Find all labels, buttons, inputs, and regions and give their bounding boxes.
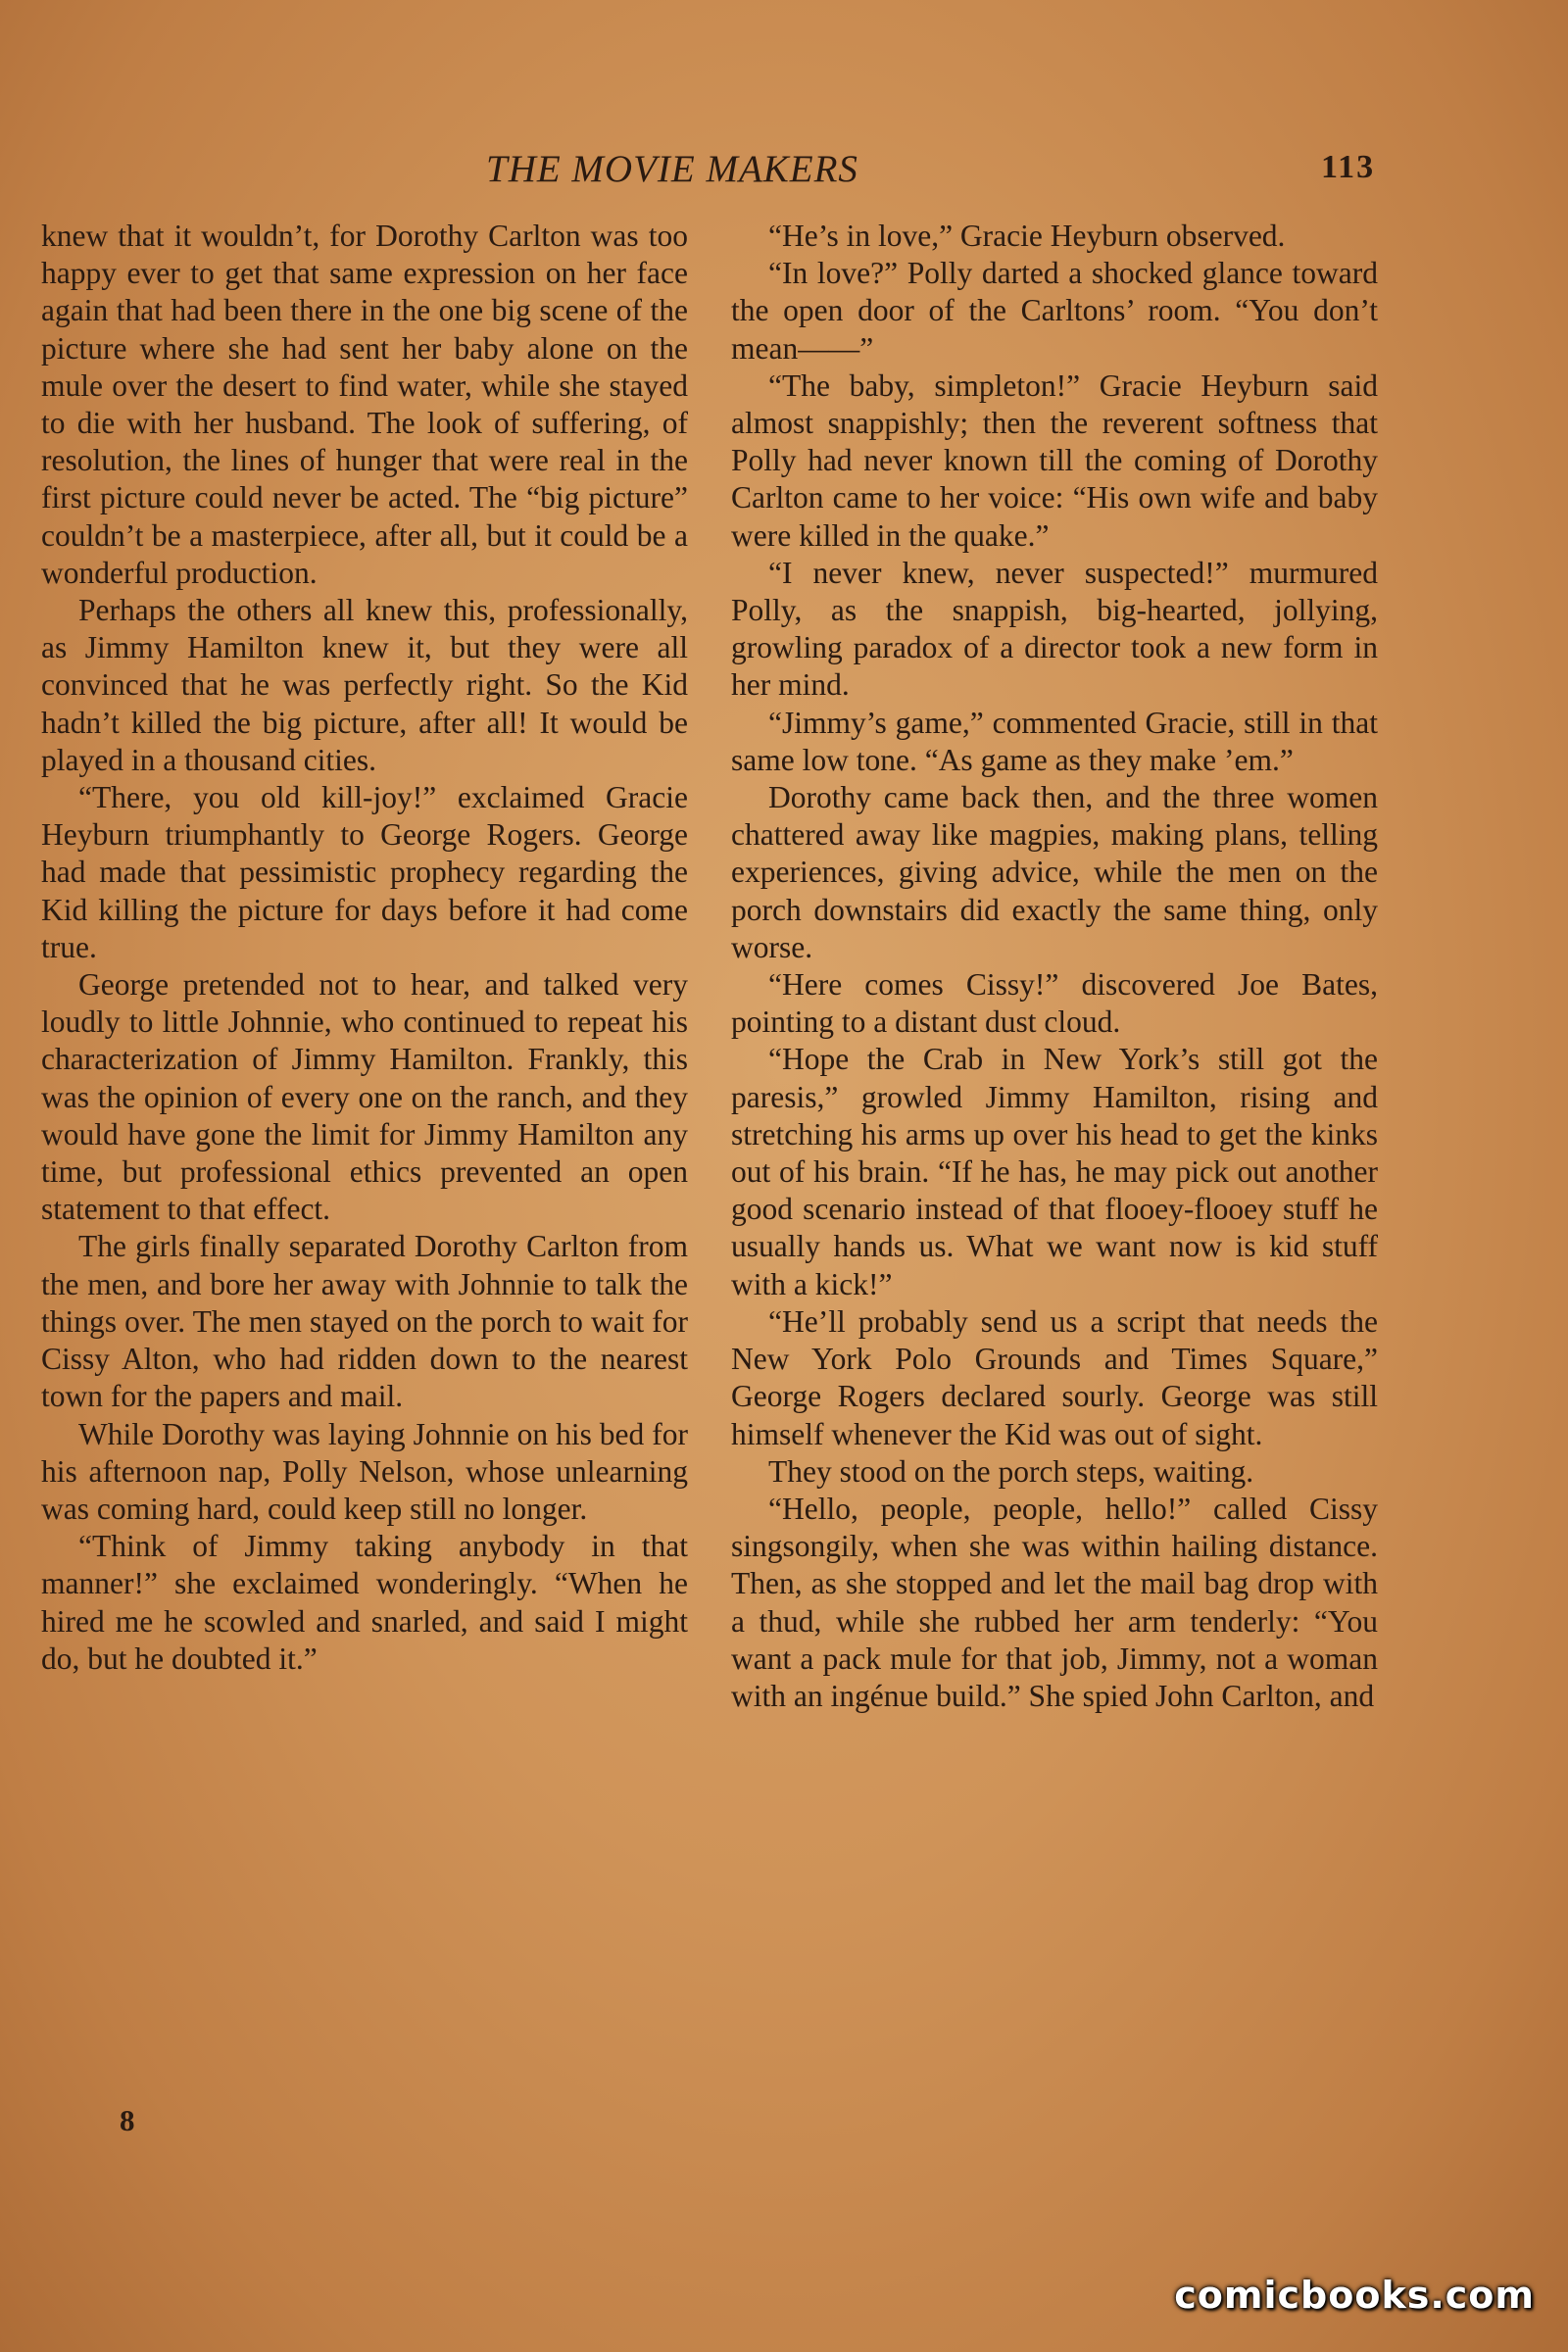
paragraph: “Here comes Cissy!” discovered Joe Bates, pointing to a distant dust cloud. xyxy=(731,967,1378,1040)
page-number: 113 xyxy=(1321,149,1376,185)
paragraph: “Think of Jimmy taking anybody in that manner!” she exclaimed wonderingly. “When he hired me he scowled and snarled, and said I might do, but he doubted it.” xyxy=(41,1529,688,1676)
left-column xyxy=(41,218,688,1678)
site-watermark: comicbooks.com xyxy=(1174,2274,1535,2317)
paragraph: They stood on the porch steps, waiting. xyxy=(768,1453,1254,1489)
signature-mark: 8 xyxy=(120,2103,135,2137)
paragraph: “Hello, people, people, hello!” called Cissy singsongily, when she was within hailing distance. Then, as she stopped and let the mail bag drop with a thud, while she rubbed her arm tenderly: “You want a pack mule for that job, Jimmy, not a woman with an ingénue build.” She spied John Carlton, and xyxy=(731,1491,1378,1713)
paragraph: “Jimmy’s game,” commented Gracie, still in that same low tone. “As game as they make ’em.” xyxy=(731,705,1378,777)
paragraph: “The baby, simpleton!” Gracie Heyburn said almost snappishly; then the reverent softness that Polly had never known till the coming of Dorothy Carlton came to her voice: “His own wife and baby were killed in the quake.” xyxy=(731,368,1378,553)
paragraph: Dorothy came back then, and the three women chattered away like magpies, making plans, telling experiences, giving advice, while the men on the porch downstairs did exactly the same thing, only worse. xyxy=(731,780,1378,964)
paragraph: The girls finally separated Dorothy Carlton from the men, and bore her away with Johnnie to talk the things over. The men stayed on the porch to wait for Cissy Alton, who had ridden down to the nearest town for the papers and mail. xyxy=(41,1229,688,1414)
right-column xyxy=(731,218,1378,1715)
paragraph: Perhaps the others all knew this, professionally, as Jimmy Hamilton knew it, but they were all convinced that he was perfectly right. So the Kid hadn’t killed the big picture, after all! It would be played in a thousand cities. xyxy=(41,593,688,777)
paragraph: “Hope the Crab in New York’s still got the paresis,” growled Jimmy Hamilton, rising and stretching his arms up over his head to get the kinks out of his brain. “If he has, he may pick out another good scenario instead of that flooey-flooey stuff he usually hands us. What we want now is kid stuff with a kick!” xyxy=(731,1042,1378,1301)
running-head-title: THE MOVIE MAKERS xyxy=(486,148,858,190)
running-head xyxy=(0,147,1568,200)
paragraph: “In love?” Polly darted a shocked glance toward the open door of the Carltons’ room. “You don’t mean——” xyxy=(731,256,1378,366)
paragraph: “I never knew, never suspected!” murmured Polly, as the snappish, big-hearted, jollying, growling paradox of a director took a new form in her mind. xyxy=(731,555,1378,703)
paragraph: “He’s in love,” Gracie Heyburn observed. xyxy=(768,219,1286,253)
paragraph: “He’ll probably send us a script that needs the New York Polo Grounds and Times Square,” George Rogers declared sourly. George was still himself whenever the Kid was out of sight. xyxy=(731,1303,1378,1451)
paragraph: knew that it wouldn’t, for Dorothy Carlton was too happy ever to get that same expression on her face again that had been there in the one big scene of the picture where she had sent her baby alone on the mule over the desert to find water, while she stayed to die with her husband. The look of suffering, of resolution, the lines of hunger that were real in the first picture could never be acted. The “big picture” couldn’t be a masterpiece, after all, but it could be a wonderful production. xyxy=(41,219,688,590)
paragraph: While Dorothy was laying Johnnie on his bed for his afternoon nap, Polly Nelson, whose unlearning was coming hard, could keep still no longer. xyxy=(41,1416,688,1526)
paragraph: “There, you old kill-joy!” exclaimed Gracie Heyburn triumphantly to George Rogers. George had made that pessimistic prophecy regarding the Kid killing the picture for days before it had come true. xyxy=(41,780,688,964)
paragraph: George pretended not to hear, and talked very loudly to little Johnnie, who continued to repeat his characterization of Jimmy Hamilton. Frankly, this was the opinion of every one on the ranch, and they would have gone the limit for Jimmy Hamilton any time, but professional ethics prevented an open statement to that effect. xyxy=(41,967,688,1227)
